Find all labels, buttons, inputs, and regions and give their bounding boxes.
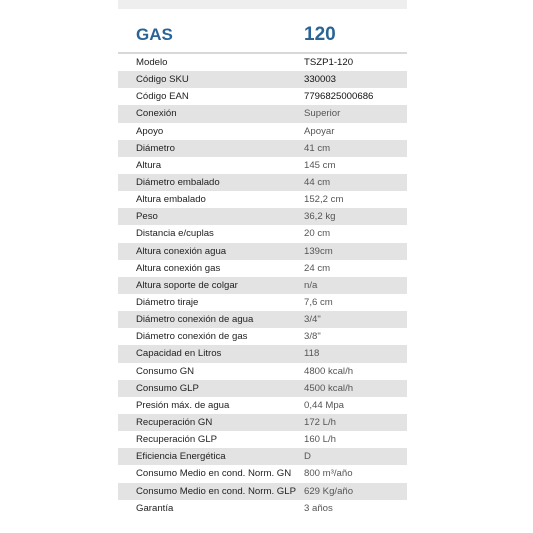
spec-row — [118, 345, 407, 362]
spec-row — [118, 174, 407, 191]
spec-label: Eficiencia Energética — [136, 451, 226, 463]
spec-row — [118, 208, 407, 225]
spec-label: Garantía — [136, 502, 174, 514]
spec-value: 3/8" — [304, 331, 321, 343]
spec-value: 20 cm — [304, 228, 331, 240]
spec-table — [118, 18, 407, 517]
spec-row — [118, 105, 407, 122]
spec-value: 145 cm — [304, 159, 336, 171]
spec-label: Peso — [136, 211, 158, 223]
spec-value: 7796825000686 — [304, 91, 374, 103]
spec-value: 4800 kcal/h — [304, 365, 354, 377]
spec-value: 4500 kcal/h — [304, 382, 354, 394]
spec-value: 118 — [304, 348, 320, 360]
spec-label: Diámetro — [136, 142, 175, 154]
spec-value: 152,2 cm — [304, 194, 344, 206]
spec-label: Diámetro conexión de gas — [136, 331, 248, 343]
spec-label: Distancia e/cuplas — [136, 228, 214, 240]
spec-label: Capacidad en Litros — [136, 348, 222, 360]
spec-value: 172 L/h — [304, 417, 337, 429]
spec-row — [118, 123, 407, 140]
spec-row — [118, 294, 407, 311]
spec-rows — [118, 54, 407, 517]
header-label: GAS — [136, 25, 173, 44]
spec-value: 41 cm — [304, 142, 331, 154]
top-divider-bar — [118, 0, 407, 9]
spec-label: Altura conexión gas — [136, 262, 221, 274]
spec-row — [118, 328, 407, 345]
spec-row — [118, 448, 407, 465]
spec-label: Consumo Medio en cond. Norm. GLP — [136, 485, 296, 497]
spec-label: Altura — [136, 159, 162, 171]
spec-row — [118, 431, 407, 448]
spec-label: Recuperación GLP — [136, 434, 218, 446]
spec-label: Diámetro conexión de agua — [136, 314, 254, 326]
spec-label: Altura embalado — [136, 194, 206, 206]
spec-label: Consumo GN — [136, 365, 195, 377]
spec-row — [118, 191, 407, 208]
spec-row — [118, 157, 407, 174]
spec-row — [118, 277, 407, 294]
spec-row — [118, 414, 407, 431]
spec-label: Consumo GLP — [136, 382, 199, 394]
spec-label: Diámetro tiraje — [136, 297, 199, 309]
spec-value: 800 m³/año — [304, 468, 353, 480]
spec-value: 160 L/h — [304, 434, 337, 446]
spec-row — [118, 500, 407, 517]
spec-value: 0,44 Mpa — [304, 399, 345, 411]
spec-value: TSZP1-120 — [304, 57, 354, 69]
spec-value: 330003 — [304, 74, 337, 86]
spec-value: Superior — [304, 108, 341, 120]
spec-label: Conexión — [136, 108, 177, 120]
spec-table-header — [118, 18, 407, 54]
spec-row — [118, 71, 407, 88]
spec-label: Presión máx. de agua — [136, 399, 230, 411]
spec-row — [118, 397, 407, 414]
spec-value: D — [304, 451, 311, 463]
spec-row — [118, 465, 407, 482]
spec-value: 7,6 cm — [304, 297, 333, 309]
spec-value: 629 Kg/año — [304, 485, 354, 497]
spec-label: Altura soporte de colgar — [136, 279, 238, 291]
spec-label: Consumo Medio en cond. Norm. GN — [136, 468, 292, 480]
spec-value: 3 años — [304, 502, 333, 514]
spec-row — [118, 311, 407, 328]
spec-label: Modelo — [136, 57, 168, 69]
spec-row — [118, 243, 407, 260]
header-value: 120 — [304, 24, 336, 45]
spec-label: Diámetro embalado — [136, 177, 220, 189]
spec-value: 44 cm — [304, 177, 331, 189]
spec-value: Apoyar — [304, 125, 335, 137]
spec-label: Código EAN — [136, 91, 189, 103]
spec-value: 3/4" — [304, 314, 321, 326]
spec-label: Altura conexión agua — [136, 245, 227, 257]
spec-label: Apoyo — [136, 125, 164, 137]
spec-row — [118, 140, 407, 157]
spec-row — [118, 380, 407, 397]
spec-row — [118, 88, 407, 105]
spec-value: 24 cm — [304, 262, 331, 274]
spec-row — [118, 483, 407, 500]
spec-row — [118, 260, 407, 277]
spec-value: 36,2 kg — [304, 211, 336, 223]
spec-value: 139cm — [304, 245, 333, 257]
spec-row — [118, 54, 407, 71]
spec-row — [118, 363, 407, 380]
spec-row — [118, 225, 407, 242]
spec-value: n/a — [304, 279, 318, 291]
spec-label: Recuperación GN — [136, 417, 213, 429]
spec-label: Código SKU — [136, 74, 189, 86]
